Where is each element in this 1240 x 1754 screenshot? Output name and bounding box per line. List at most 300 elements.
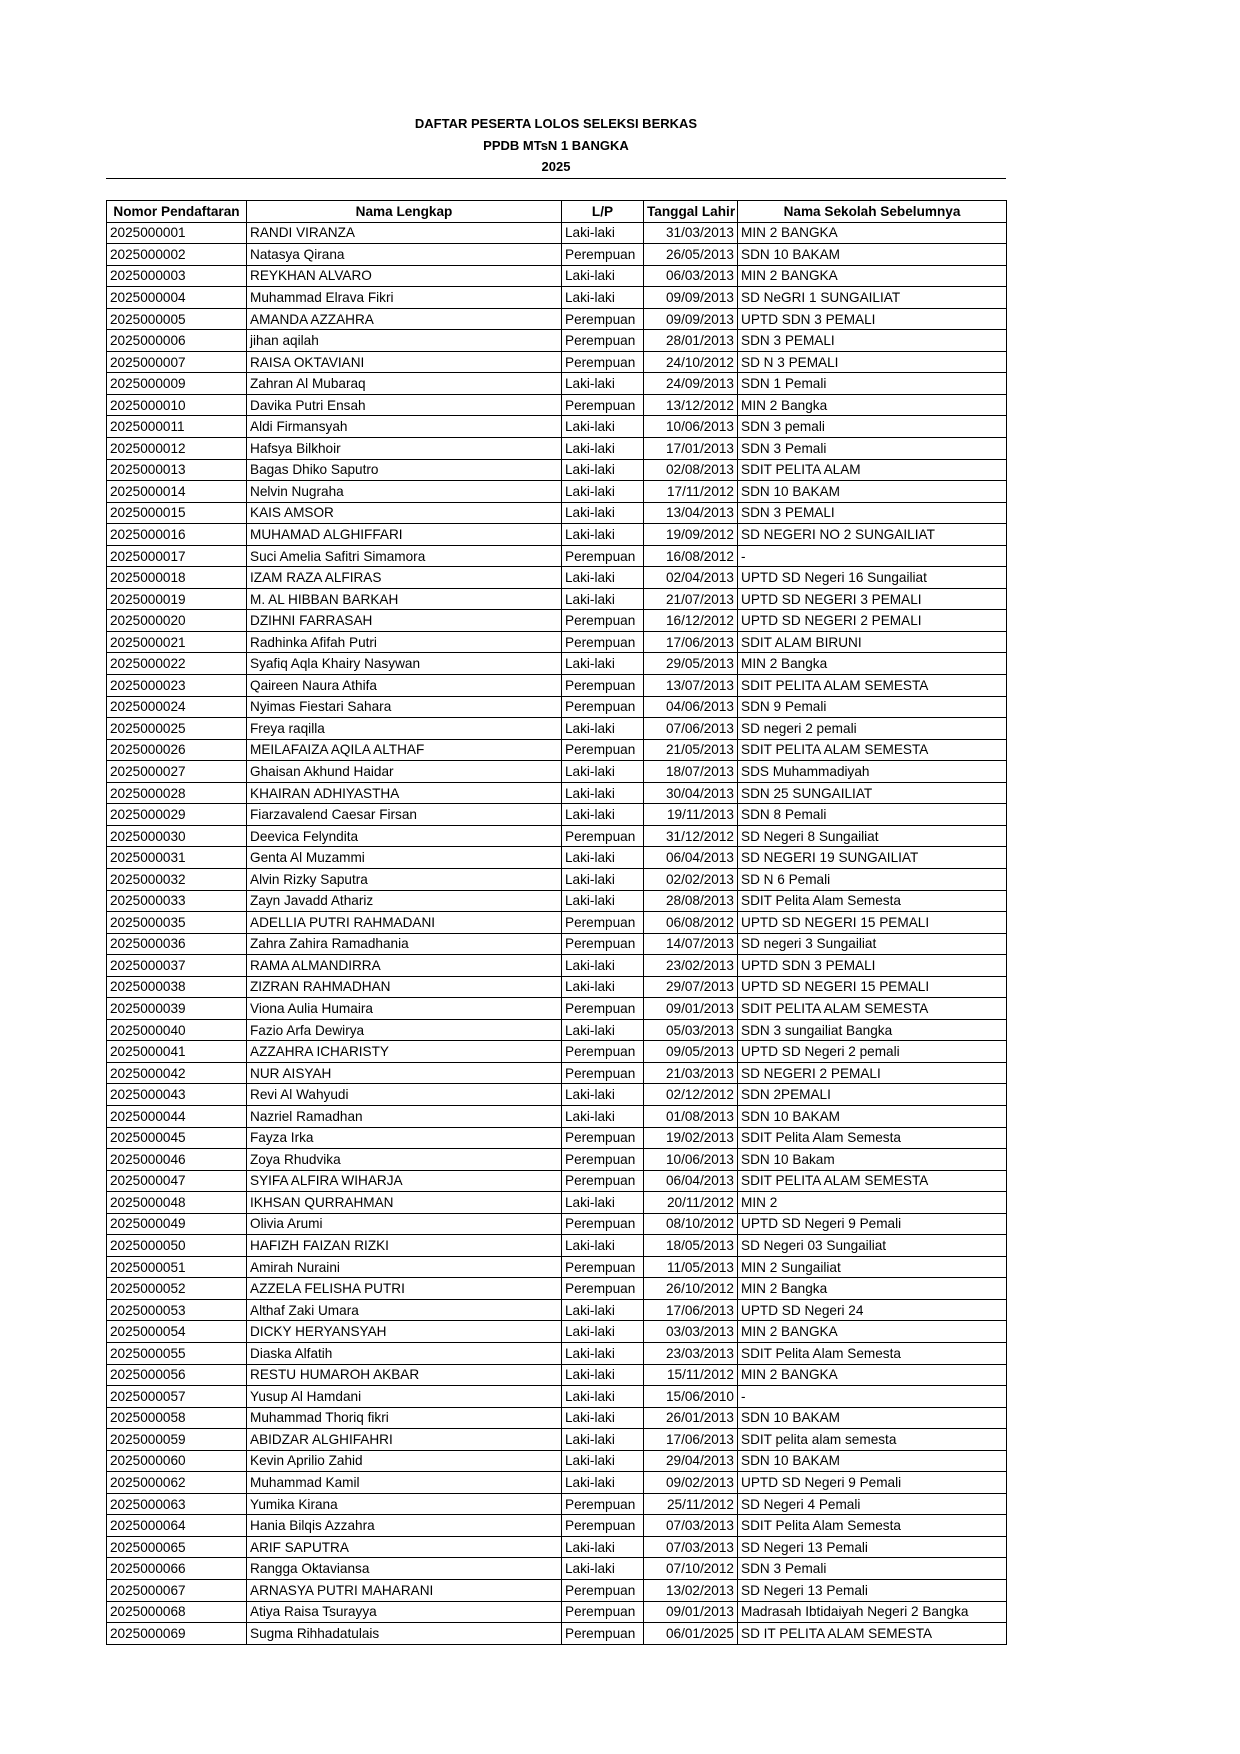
birth-date-cell: 02/04/2013 — [644, 567, 738, 589]
full-name-cell: Syafiq Aqla Khairy Nasywan — [247, 653, 562, 675]
gender-cell: Laki-laki — [562, 1019, 644, 1041]
gender-cell: Perempuan — [562, 1041, 644, 1063]
table-row — [107, 1192, 1007, 1214]
gender-cell: Perempuan — [562, 1149, 644, 1171]
table-row — [107, 588, 1007, 610]
full-name-cell: ABIDZAR ALGHIFAHRI — [247, 1429, 562, 1451]
full-name-cell: ADELLIA PUTRI RAHMADANI — [247, 912, 562, 934]
registration-number-cell: 2025000010 — [107, 394, 247, 416]
full-name-cell: Zayn Javadd Athariz — [247, 890, 562, 912]
previous-school-cell: UPTD SD Negeri 9 Pemali — [738, 1472, 1007, 1494]
table-row — [107, 718, 1007, 740]
birth-date-cell: 05/03/2013 — [644, 1019, 738, 1041]
table-header-row — [107, 201, 1007, 223]
gender-cell: Laki-laki — [562, 890, 644, 912]
birth-date-cell: 09/09/2013 — [644, 287, 738, 309]
gender-cell: Laki-laki — [562, 1084, 644, 1106]
registration-number-cell: 2025000069 — [107, 1623, 247, 1645]
table-row — [107, 1601, 1007, 1623]
registration-number-cell: 2025000015 — [107, 502, 247, 524]
birth-date-cell: 18/05/2013 — [644, 1235, 738, 1257]
birth-date-cell: 06/03/2013 — [644, 265, 738, 287]
previous-school-cell: MIN 2 BANGKA — [738, 1364, 1007, 1386]
full-name-cell: Yusup Al Hamdani — [247, 1386, 562, 1408]
gender-cell: Laki-laki — [562, 1235, 644, 1257]
birth-date-cell: 21/05/2013 — [644, 739, 738, 761]
registration-number-cell: 2025000025 — [107, 718, 247, 740]
gender-cell: Laki-laki — [562, 1342, 644, 1364]
table-row — [107, 524, 1007, 546]
previous-school-cell: SDIT Pelita Alam Semesta — [738, 1342, 1007, 1364]
gender-cell: Perempuan — [562, 1278, 644, 1300]
table-row — [107, 825, 1007, 847]
gender-cell: Perempuan — [562, 1515, 644, 1537]
table-row — [107, 1235, 1007, 1257]
birth-date-cell: 09/05/2013 — [644, 1041, 738, 1063]
birth-date-cell: 19/02/2013 — [644, 1127, 738, 1149]
header-full-name: Nama Lengkap — [247, 201, 562, 223]
document-year: 2025 — [541, 159, 571, 175]
registration-number-cell: 2025000014 — [107, 481, 247, 503]
registration-number-cell: 2025000037 — [107, 955, 247, 977]
previous-school-cell: SDN 10 BAKAM — [738, 244, 1007, 266]
table-row — [107, 1170, 1007, 1192]
birth-date-cell: 30/04/2013 — [644, 782, 738, 804]
registration-number-cell: 2025000027 — [107, 761, 247, 783]
previous-school-cell: SD IT PELITA ALAM SEMESTA — [738, 1623, 1007, 1645]
previous-school-cell: UPTD SD NEGERI 3 PEMALI — [738, 588, 1007, 610]
table-row — [107, 545, 1007, 567]
table-row — [107, 265, 1007, 287]
registration-number-cell: 2025000058 — [107, 1407, 247, 1429]
full-name-cell: Zoya Rhudvika — [247, 1149, 562, 1171]
birth-date-cell: 09/01/2013 — [644, 1601, 738, 1623]
table-body — [107, 222, 1007, 1644]
registration-number-cell: 2025000031 — [107, 847, 247, 869]
gender-cell: Perempuan — [562, 330, 644, 352]
full-name-cell: Hania Bilqis Azzahra — [247, 1515, 562, 1537]
previous-school-cell: SDN 1 Pemali — [738, 373, 1007, 395]
table-row — [107, 1536, 1007, 1558]
birth-date-cell: 16/12/2012 — [644, 610, 738, 632]
registration-number-cell: 2025000016 — [107, 524, 247, 546]
registration-number-cell: 2025000038 — [107, 976, 247, 998]
previous-school-cell: MIN 2 BANGKA — [738, 1321, 1007, 1343]
previous-school-cell: UPTD SD NEGERI 15 PEMALI — [738, 976, 1007, 998]
gender-cell: Perempuan — [562, 1601, 644, 1623]
previous-school-cell: MIN 2 Sungailiat — [738, 1256, 1007, 1278]
registration-number-cell: 2025000059 — [107, 1429, 247, 1451]
table-row — [107, 631, 1007, 653]
gender-cell: Perempuan — [562, 1062, 644, 1084]
full-name-cell: MUHAMAD ALGHIFFARI — [247, 524, 562, 546]
registration-number-cell: 2025000064 — [107, 1515, 247, 1537]
table-row — [107, 373, 1007, 395]
previous-school-cell: UPTD SD Negeri 24 — [738, 1299, 1007, 1321]
header-previous-school: Nama Sekolah Sebelumnya — [738, 201, 1007, 223]
birth-date-cell: 17/06/2013 — [644, 631, 738, 653]
birth-date-cell: 13/07/2013 — [644, 675, 738, 697]
table-row — [107, 394, 1007, 416]
previous-school-cell: SDIT PELITA ALAM SEMESTA — [738, 739, 1007, 761]
table-row — [107, 1493, 1007, 1515]
full-name-cell: KHAIRAN ADHIYASTHA — [247, 782, 562, 804]
gender-cell: Laki-laki — [562, 847, 644, 869]
registration-number-cell: 2025000001 — [107, 222, 247, 244]
birth-date-cell: 06/04/2013 — [644, 1170, 738, 1192]
gender-cell: Perempuan — [562, 244, 644, 266]
full-name-cell: Atiya Raisa Tsurayya — [247, 1601, 562, 1623]
table-row — [107, 1041, 1007, 1063]
full-name-cell: IZAM RAZA ALFIRAS — [247, 567, 562, 589]
gender-cell: Laki-laki — [562, 782, 644, 804]
registration-number-cell: 2025000055 — [107, 1342, 247, 1364]
table-row — [107, 222, 1007, 244]
birth-date-cell: 07/03/2013 — [644, 1515, 738, 1537]
registration-number-cell: 2025000002 — [107, 244, 247, 266]
previous-school-cell: SDN 3 PEMALI — [738, 330, 1007, 352]
birth-date-cell: 21/07/2013 — [644, 588, 738, 610]
full-name-cell: Sugma Rihhadatulais — [247, 1623, 562, 1645]
birth-date-cell: 24/10/2012 — [644, 351, 738, 373]
previous-school-cell: MIN 2 Bangka — [738, 653, 1007, 675]
gender-cell: Laki-laki — [562, 416, 644, 438]
registration-number-cell: 2025000044 — [107, 1105, 247, 1127]
previous-school-cell: SDN 3 PEMALI — [738, 502, 1007, 524]
birth-date-cell: 28/01/2013 — [644, 330, 738, 352]
table-row — [107, 1278, 1007, 1300]
gender-cell: Laki-laki — [562, 976, 644, 998]
full-name-cell: Diaska Alfatih — [247, 1342, 562, 1364]
table-row — [107, 1019, 1007, 1041]
full-name-cell: Zahra Zahira Ramadhania — [247, 933, 562, 955]
gender-cell: Laki-laki — [562, 588, 644, 610]
full-name-cell: Alvin Rizky Saputra — [247, 868, 562, 890]
previous-school-cell: SDN 25 SUNGAILIAT — [738, 782, 1007, 804]
full-name-cell: DICKY HERYANSYAH — [247, 1321, 562, 1343]
gender-cell: Perempuan — [562, 351, 644, 373]
registration-number-cell: 2025000041 — [107, 1041, 247, 1063]
table-row — [107, 502, 1007, 524]
gender-cell: Perempuan — [562, 545, 644, 567]
table-row — [107, 912, 1007, 934]
birth-date-cell: 04/06/2013 — [644, 696, 738, 718]
previous-school-cell: SD NEGERI 19 SUNGAILIAT — [738, 847, 1007, 869]
gender-cell: Perempuan — [562, 933, 644, 955]
table-row — [107, 1256, 1007, 1278]
gender-cell: Laki-laki — [562, 524, 644, 546]
previous-school-cell: UPTD SD Negeri 16 Sungailiat — [738, 567, 1007, 589]
full-name-cell: Rangga Oktaviansa — [247, 1558, 562, 1580]
previous-school-cell: SDN 10 BAKAM — [738, 1105, 1007, 1127]
gender-cell: Perempuan — [562, 631, 644, 653]
full-name-cell: Nyimas Fiestari Sahara — [247, 696, 562, 718]
registration-number-cell: 2025000045 — [107, 1127, 247, 1149]
birth-date-cell: 07/03/2013 — [644, 1536, 738, 1558]
previous-school-cell: UPTD SDN 3 PEMALI — [738, 308, 1007, 330]
gender-cell: Laki-laki — [562, 868, 644, 890]
previous-school-cell: SDN 8 Pemali — [738, 804, 1007, 826]
registration-number-cell: 2025000021 — [107, 631, 247, 653]
full-name-cell: jihan aqilah — [247, 330, 562, 352]
table-row — [107, 868, 1007, 890]
birth-date-cell: 02/08/2013 — [644, 459, 738, 481]
registration-number-cell: 2025000003 — [107, 265, 247, 287]
full-name-cell: RANDI VIRANZA — [247, 222, 562, 244]
registration-number-cell: 2025000053 — [107, 1299, 247, 1321]
previous-school-cell: - — [738, 545, 1007, 567]
previous-school-cell: SDN 2PEMALI — [738, 1084, 1007, 1106]
birth-date-cell: 17/06/2013 — [644, 1429, 738, 1451]
registration-number-cell: 2025000042 — [107, 1062, 247, 1084]
gender-cell: Laki-laki — [562, 1558, 644, 1580]
table-row — [107, 955, 1007, 977]
full-name-cell: Suci Amelia Safitri Simamora — [247, 545, 562, 567]
previous-school-cell: SD negeri 3 Sungailiat — [738, 933, 1007, 955]
gender-cell: Laki-laki — [562, 567, 644, 589]
table-row — [107, 933, 1007, 955]
registration-number-cell: 2025000054 — [107, 1321, 247, 1343]
registration-number-cell: 2025000043 — [107, 1084, 247, 1106]
table-row — [107, 1127, 1007, 1149]
birth-date-cell: 08/10/2012 — [644, 1213, 738, 1235]
table-row — [107, 1450, 1007, 1472]
registration-number-cell: 2025000006 — [107, 330, 247, 352]
previous-school-cell: SDN 10 BAKAM — [738, 1450, 1007, 1472]
previous-school-cell: SD N 6 Pemali — [738, 868, 1007, 890]
previous-school-cell: UPTD SD Negeri 9 Pemali — [738, 1213, 1007, 1235]
registration-number-cell: 2025000068 — [107, 1601, 247, 1623]
previous-school-cell: SDN 10 BAKAM — [738, 1407, 1007, 1429]
previous-school-cell: SD Negeri 13 Pemali — [738, 1536, 1007, 1558]
header-registration-number: Nomor Pendaftaran — [107, 201, 247, 223]
table-row — [107, 1364, 1007, 1386]
full-name-cell: Zahran Al Mubaraq — [247, 373, 562, 395]
full-name-cell: MEILAFAIZA AQILA ALTHAF — [247, 739, 562, 761]
previous-school-cell: SD NEGERI 2 PEMALI — [738, 1062, 1007, 1084]
registration-number-cell: 2025000040 — [107, 1019, 247, 1041]
registration-number-cell: 2025000009 — [107, 373, 247, 395]
birth-date-cell: 17/01/2013 — [644, 438, 738, 460]
previous-school-cell: MIN 2 Bangka — [738, 394, 1007, 416]
birth-date-cell: 31/12/2012 — [644, 825, 738, 847]
full-name-cell: Davika Putri Ensah — [247, 394, 562, 416]
registration-number-cell: 2025000066 — [107, 1558, 247, 1580]
registration-number-cell: 2025000013 — [107, 459, 247, 481]
table-row — [107, 1515, 1007, 1537]
table-row — [107, 244, 1007, 266]
full-name-cell: Kevin Aprilio Zahid — [247, 1450, 562, 1472]
previous-school-cell: SD Negeri 8 Sungailiat — [738, 825, 1007, 847]
previous-school-cell: UPTD SDN 3 PEMALI — [738, 955, 1007, 977]
gender-cell: Laki-laki — [562, 653, 644, 675]
birth-date-cell: 19/11/2013 — [644, 804, 738, 826]
birth-date-cell: 13/04/2013 — [644, 502, 738, 524]
previous-school-cell: SDN 10 BAKAM — [738, 481, 1007, 503]
table-row — [107, 351, 1007, 373]
registration-number-cell: 2025000035 — [107, 912, 247, 934]
full-name-cell: Freya raqilla — [247, 718, 562, 740]
previous-school-cell: UPTD SD Negeri 2 pemali — [738, 1041, 1007, 1063]
gender-cell: Laki-laki — [562, 438, 644, 460]
previous-school-cell: MIN 2 BANGKA — [738, 222, 1007, 244]
birth-date-cell: 20/11/2012 — [644, 1192, 738, 1214]
birth-date-cell: 02/02/2013 — [644, 868, 738, 890]
title-divider — [106, 178, 1006, 179]
previous-school-cell: MIN 2 Bangka — [738, 1278, 1007, 1300]
previous-school-cell: Madrasah Ibtidaiyah Negeri 2 Bangka — [738, 1601, 1007, 1623]
full-name-cell: Fayza Irka — [247, 1127, 562, 1149]
birth-date-cell: 15/11/2012 — [644, 1364, 738, 1386]
full-name-cell: Amirah Nuraini — [247, 1256, 562, 1278]
registration-number-cell: 2025000020 — [107, 610, 247, 632]
registration-number-cell: 2025000018 — [107, 567, 247, 589]
table-row — [107, 459, 1007, 481]
previous-school-cell: SDIT PELITA ALAM — [738, 459, 1007, 481]
birth-date-cell: 14/07/2013 — [644, 933, 738, 955]
full-name-cell: Olivia Arumi — [247, 1213, 562, 1235]
table-row — [107, 416, 1007, 438]
table-row — [107, 1407, 1007, 1429]
birth-date-cell: 18/07/2013 — [644, 761, 738, 783]
full-name-cell: ARIF SAPUTRA — [247, 1536, 562, 1558]
gender-cell: Laki-laki — [562, 1386, 644, 1408]
full-name-cell: Yumika Kirana — [247, 1493, 562, 1515]
table-row — [107, 1321, 1007, 1343]
table-row — [107, 998, 1007, 1020]
birth-date-cell: 23/02/2013 — [644, 955, 738, 977]
gender-cell: Perempuan — [562, 825, 644, 847]
full-name-cell: Radhinka Afifah Putri — [247, 631, 562, 653]
birth-date-cell: 11/05/2013 — [644, 1256, 738, 1278]
full-name-cell: RAMA ALMANDIRRA — [247, 955, 562, 977]
gender-cell: Laki-laki — [562, 1105, 644, 1127]
full-name-cell: Muhammad Elrava Fikri — [247, 287, 562, 309]
previous-school-cell: UPTD SD NEGERI 15 PEMALI — [738, 912, 1007, 934]
previous-school-cell: SD NEGERI NO 2 SUNGAILIAT — [738, 524, 1007, 546]
birth-date-cell: 29/04/2013 — [644, 1450, 738, 1472]
previous-school-cell: SDIT PELITA ALAM SEMESTA — [738, 1170, 1007, 1192]
registration-number-cell: 2025000047 — [107, 1170, 247, 1192]
gender-cell: Laki-laki — [562, 1192, 644, 1214]
registration-number-cell: 2025000029 — [107, 804, 247, 826]
birth-date-cell: 06/04/2013 — [644, 847, 738, 869]
full-name-cell: Aldi Firmansyah — [247, 416, 562, 438]
table-row — [107, 782, 1007, 804]
birth-date-cell: 23/03/2013 — [644, 1342, 738, 1364]
registration-number-cell: 2025000033 — [107, 890, 247, 912]
table-row — [107, 1580, 1007, 1602]
birth-date-cell: 25/11/2012 — [644, 1493, 738, 1515]
document-title: DAFTAR PESERTA LOLOS SELEKSI BERKAS — [414, 116, 698, 131]
birth-date-cell: 21/03/2013 — [644, 1062, 738, 1084]
previous-school-cell: SDS Muhammadiyah — [738, 761, 1007, 783]
gender-cell: Laki-laki — [562, 287, 644, 309]
birth-date-cell: 16/08/2012 — [644, 545, 738, 567]
full-name-cell: Fazio Arfa Dewirya — [247, 1019, 562, 1041]
table-row — [107, 1213, 1007, 1235]
gender-cell: Laki-laki — [562, 265, 644, 287]
table-row — [107, 976, 1007, 998]
registration-number-cell: 2025000063 — [107, 1493, 247, 1515]
birth-date-cell: 01/08/2013 — [644, 1105, 738, 1127]
gender-cell: Laki-laki — [562, 459, 644, 481]
gender-cell: Laki-laki — [562, 1299, 644, 1321]
registration-number-cell: 2025000056 — [107, 1364, 247, 1386]
gender-cell: Laki-laki — [562, 1536, 644, 1558]
previous-school-cell: SDIT PELITA ALAM SEMESTA — [738, 998, 1007, 1020]
previous-school-cell: SD Negeri 03 Sungailiat — [738, 1235, 1007, 1257]
table-row — [107, 287, 1007, 309]
previous-school-cell: SDN 9 Pemali — [738, 696, 1007, 718]
gender-cell: Perempuan — [562, 675, 644, 697]
registration-number-cell: 2025000028 — [107, 782, 247, 804]
gender-cell: Laki-laki — [562, 804, 644, 826]
full-name-cell: AZZAHRA ICHARISTY — [247, 1041, 562, 1063]
registration-number-cell: 2025000030 — [107, 825, 247, 847]
birth-date-cell: 29/07/2013 — [644, 976, 738, 998]
table-row — [107, 1472, 1007, 1494]
birth-date-cell: 09/01/2013 — [644, 998, 738, 1020]
gender-cell: Laki-laki — [562, 955, 644, 977]
previous-school-cell: - — [738, 1386, 1007, 1408]
registration-number-cell: 2025000048 — [107, 1192, 247, 1214]
registration-number-cell: 2025000011 — [107, 416, 247, 438]
registration-number-cell: 2025000039 — [107, 998, 247, 1020]
full-name-cell: RESTU HUMAROH AKBAR — [247, 1364, 562, 1386]
registration-number-cell: 2025000026 — [107, 739, 247, 761]
birth-date-cell: 09/09/2013 — [644, 308, 738, 330]
birth-date-cell: 19/09/2012 — [644, 524, 738, 546]
gender-cell: Perempuan — [562, 998, 644, 1020]
registration-number-cell: 2025000051 — [107, 1256, 247, 1278]
registration-number-cell: 2025000012 — [107, 438, 247, 460]
previous-school-cell: SDN 10 Bakam — [738, 1149, 1007, 1171]
registration-number-cell: 2025000036 — [107, 933, 247, 955]
birth-date-cell: 28/08/2013 — [644, 890, 738, 912]
full-name-cell: ARNASYA PUTRI MAHARANI — [247, 1580, 562, 1602]
table-row — [107, 1342, 1007, 1364]
full-name-cell: M. AL HIBBAN BARKAH — [247, 588, 562, 610]
previous-school-cell: SDN 3 Pemali — [738, 1558, 1007, 1580]
previous-school-cell: SD Negeri 13 Pemali — [738, 1580, 1007, 1602]
gender-cell: Laki-laki — [562, 502, 644, 524]
table-row — [107, 1105, 1007, 1127]
full-name-cell: NUR AISYAH — [247, 1062, 562, 1084]
registration-number-cell: 2025000022 — [107, 653, 247, 675]
table-row — [107, 330, 1007, 352]
registration-number-cell: 2025000017 — [107, 545, 247, 567]
gender-cell: Perempuan — [562, 1256, 644, 1278]
birth-date-cell: 17/11/2012 — [644, 481, 738, 503]
full-name-cell: KAIS AMSOR — [247, 502, 562, 524]
previous-school-cell: SDIT ALAM BIRUNI — [738, 631, 1007, 653]
table-row — [107, 1558, 1007, 1580]
registration-number-cell: 2025000060 — [107, 1450, 247, 1472]
table-row — [107, 1386, 1007, 1408]
gender-cell: Perempuan — [562, 308, 644, 330]
full-name-cell: Hafsya Bilkhoir — [247, 438, 562, 460]
gender-cell: Laki-laki — [562, 761, 644, 783]
full-name-cell: DZIHNI FARRASAH — [247, 610, 562, 632]
full-name-cell: Genta Al Muzammi — [247, 847, 562, 869]
table-row — [107, 696, 1007, 718]
participant-table — [106, 200, 1007, 1645]
previous-school-cell: MIN 2 BANGKA — [738, 265, 1007, 287]
full-name-cell: Bagas Dhiko Saputro — [247, 459, 562, 481]
birth-date-cell: 26/01/2013 — [644, 1407, 738, 1429]
birth-date-cell: 03/03/2013 — [644, 1321, 738, 1343]
